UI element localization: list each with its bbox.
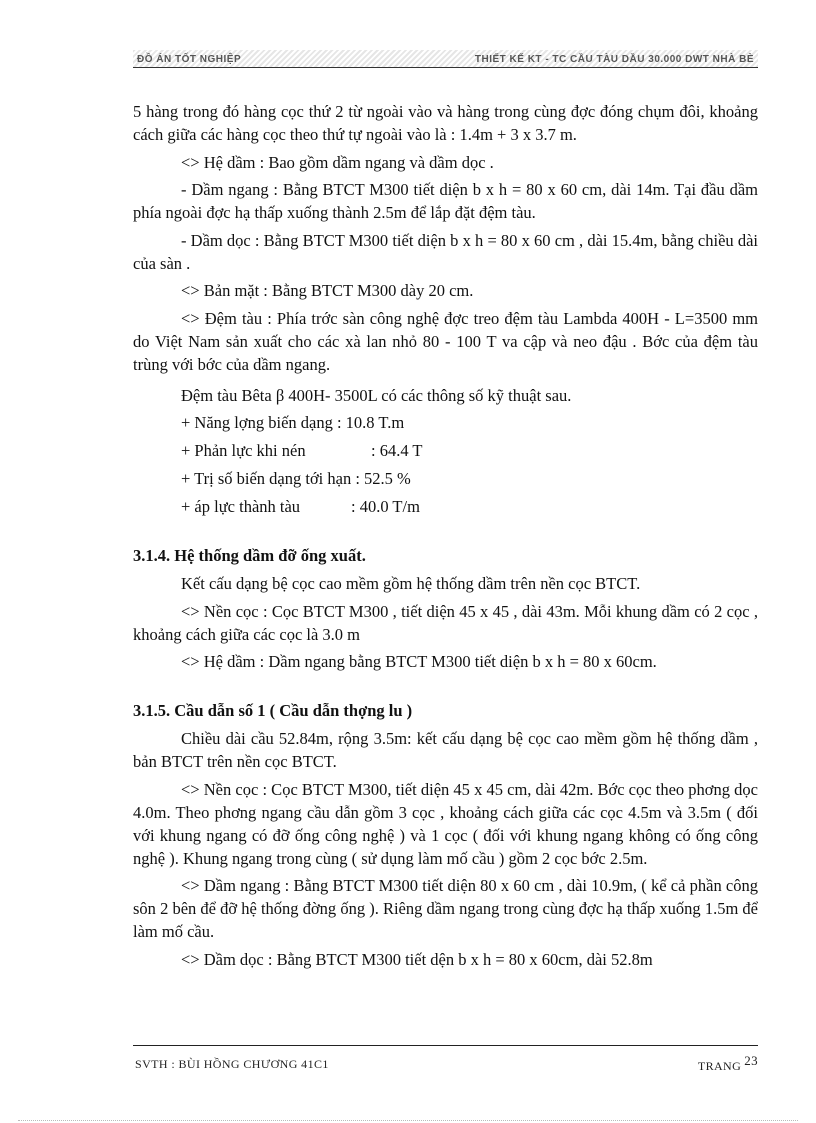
document-body: [133, 100, 758, 975]
spec-item: [133, 411, 758, 434]
page-number: 23: [744, 1053, 758, 1068]
spec-value: : 40.0 T/m: [351, 497, 420, 516]
paragraph: <> Dầm dọc : Bằng BTCT M300 tiết dện b x h = 80 x 60cm, dài 52.8m: [181, 949, 653, 969]
paragraph: <> Đệm tàu : Phía trớc sàn công nghệ đợc treo đệm tàu Lambda 400H - L=3500 mm do Việt Nam sản xuất cho các xà lan nhỏ 80 - 100 T va cập và neo đậu . Bớc của đệm tàu trùng với bớc của dầm ngang.: [133, 308, 758, 374]
page-bottom-edge: [18, 1120, 798, 1121]
spec-item: [133, 439, 758, 462]
page-header: [133, 50, 758, 68]
spec-item: [133, 495, 758, 518]
paragraph: <> Nền cọc : Cọc BTCT M300 , tiết diện 45 x 45 , dài 43m. Mỗi khung dầm có 2 cọc , khoảng cách giữa các cọc là 3.0 m: [133, 601, 758, 644]
spec-label: + áp lực thành tàu: [181, 497, 301, 516]
spec-label: + Phản lực khi nén: [181, 441, 306, 460]
footer-author: SVTH : BÙI HỒNG CHƯƠNG 41C1: [135, 1057, 329, 1071]
footer-page: [698, 1053, 758, 1074]
paragraph: <> Nền cọc : Cọc BTCT M300, tiết diện 45 x 45 cm, dài 42m. Bớc cọc theo phơng dọc 4.0m. Theo phơng ngang cầu dẫn gồm 3 cọc , khoảng cách giữa các cọc 4.5m và 3.5m ( đối với khung ngang có đỡ ống công nghệ ) và 1 cọc ( đối với khung ngang không có ống công nghệ ). Khung ngang trong cùng ( sử dụng làm mố cầu ) gồm 2 cọc bớc 2.5m.: [133, 779, 758, 868]
paragraph: <> Hệ dầm : Dầm ngang bằng BTCT M300 tiết diện b x h = 80 x 60cm.: [181, 652, 657, 671]
header-left-title: ĐỒ ÁN TỐT NGHIỆP: [137, 54, 242, 65]
paragraph: <> Dầm ngang : Bằng BTCT M300 tiết diện 80 x 60 cm , dài 10.9m, ( kể cả phần công sôn 2 bên để đỡ hệ thống đờng ống ). Riêng dầm ngang trong cùng đợc hạ thấp xuống 1.5m để làm mố cầu.: [133, 876, 758, 941]
spec-label: + Trị số biến dạng tới hạn : 52.5 %: [181, 469, 411, 488]
paragraph: Đệm tàu Bêta β 400H- 3500L có các thông số kỹ thuật sau.: [181, 385, 572, 405]
spec-item: [133, 467, 758, 490]
paragraph: - Dầm ngang : Bằng BTCT M300 tiết diện b x h = 80 x 60 cm, dài 14m. Tại đầu dầm phía ngoài đợc hạ thấp xuống thành 2.5m để lắp đặt đệm tàu.: [133, 180, 758, 222]
spec-label: + Năng lợng biến dạng : 10.8 T.m: [181, 413, 405, 432]
header-right-title: THIẾT KẾ KT - TC CẦU TÀU DẦU 30.000 DWT NHÀ BÈ: [474, 54, 754, 65]
paragraph: <> Hệ dầm : Bao gồm dầm ngang và dầm dọc .: [181, 152, 494, 172]
paragraph: <> Bản mặt : Bằng BTCT M300 dày 20 cm.: [181, 281, 474, 300]
paragraph: Chiều dài cầu 52.84m, rộng 3.5m: kết cấu dạng bệ cọc cao mềm gồm hệ thống dầm , bản BTCT trên nền cọc BTCT.: [133, 729, 758, 771]
footer-divider: [133, 1045, 758, 1046]
section-heading-3-1-5: 3.1.5. Cầu dẫn số 1 ( Cầu dẫn thợng lu ): [133, 701, 413, 720]
section-heading-3-1-4: 3.1.4. Hệ thống dầm đỡ ống xuất.: [133, 546, 366, 565]
page-footer: [133, 1053, 758, 1073]
paragraph: Kết cấu dạng bệ cọc cao mềm gồm hệ thống dầm trên nền cọc BTCT.: [181, 574, 641, 593]
footer-page-label: TRANG: [697, 1059, 742, 1073]
paragraph: 5 hàng trong đó hàng cọc thứ 2 từ ngoài vào và hàng trong cùng đợc đóng chụm đôi, khoảng cách giữa các hàng cọc theo thứ tự ngoài vào là : 1.4m + 3 x 3.7 m.: [133, 102, 758, 144]
spec-value: : 64.4 T: [371, 441, 423, 460]
paragraph: - Dầm dọc : Bằng BTCT M300 tiết diện b x h = 80 x 60 cm , dài 15.4m, bằng chiều dài của sàn .: [133, 230, 758, 273]
